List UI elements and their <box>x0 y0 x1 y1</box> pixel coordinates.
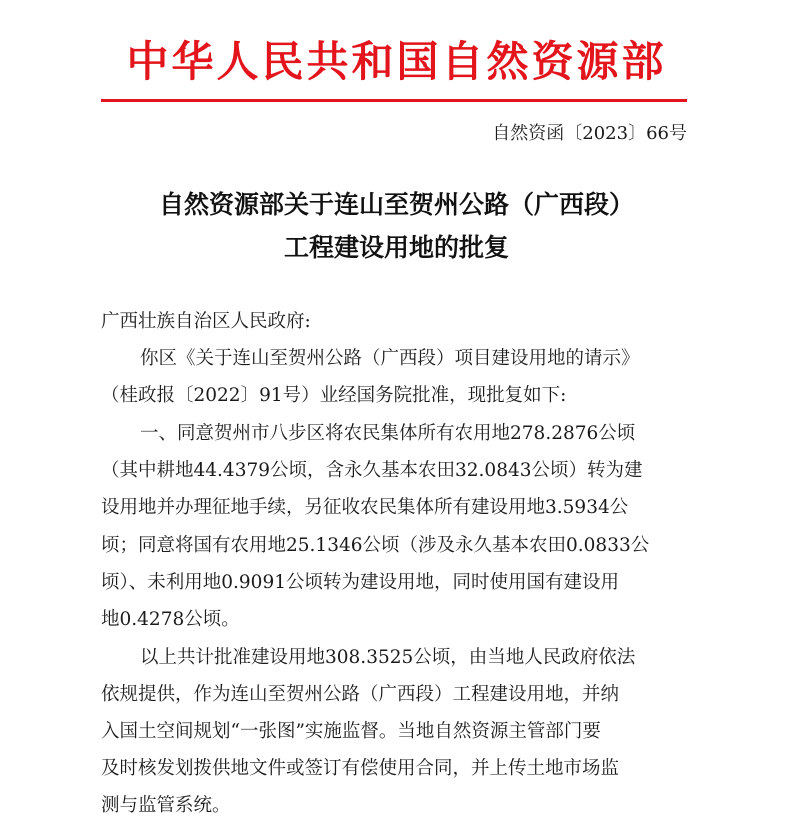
body-line: （桂政报〔2022〕91号）业经国务院批准，现批复如下: <box>101 385 567 406</box>
body-line: 顷；同意将国有农用地25.1346公顷（涉及永久基本农田0.0833公 <box>101 535 650 556</box>
body-line: 以上共计批准建设用地308.3525公顷，由当地人民政府依法 <box>140 647 636 668</box>
document-title-line-1: 自然资源部关于连山至贺州公路（广西段） <box>158 190 634 219</box>
body-line: 你区《关于连山至贺州公路（广西段）项目建设用地的请示》 <box>140 348 640 369</box>
body-line: 测与监管系统。 <box>101 795 231 816</box>
body-line: （其中耕地44.4379公顷，含永久基本农田32.0843公顷）转为建 <box>101 460 643 481</box>
body-line: 顷）、未利用地0.9091公顷转为建设用地，同时使用国有建设用 <box>101 572 619 593</box>
body-line: 设用地并办理征地手续，另征收农民集体所有建设用地3.5934公 <box>101 497 629 518</box>
body-line: 及时核发划拨供地文件或签订有偿使用合同，并上传土地市场监 <box>101 758 620 779</box>
body-line: 入国土空间规划“一张图”实施监督。当地自然资源主管部门要 <box>101 721 601 742</box>
header-divider <box>101 99 687 102</box>
document-title-line-2: 工程建设用地的批复 <box>283 233 509 262</box>
body-line: 一、同意贺州市八步区将农民集体所有农用地278.2876公顷 <box>140 423 636 444</box>
body-line: 依规提供，作为连山至贺州公路（广西段）工程建设用地，并纳 <box>101 684 620 705</box>
body-line: 地0.4278公顷。 <box>101 609 240 630</box>
agency-header: 中华人民共和国自然资源部 <box>126 37 667 86</box>
addressee: 广西壮族自治区人民政府: <box>101 311 311 332</box>
document-number: 自然资函〔2023〕66号 <box>492 123 687 144</box>
